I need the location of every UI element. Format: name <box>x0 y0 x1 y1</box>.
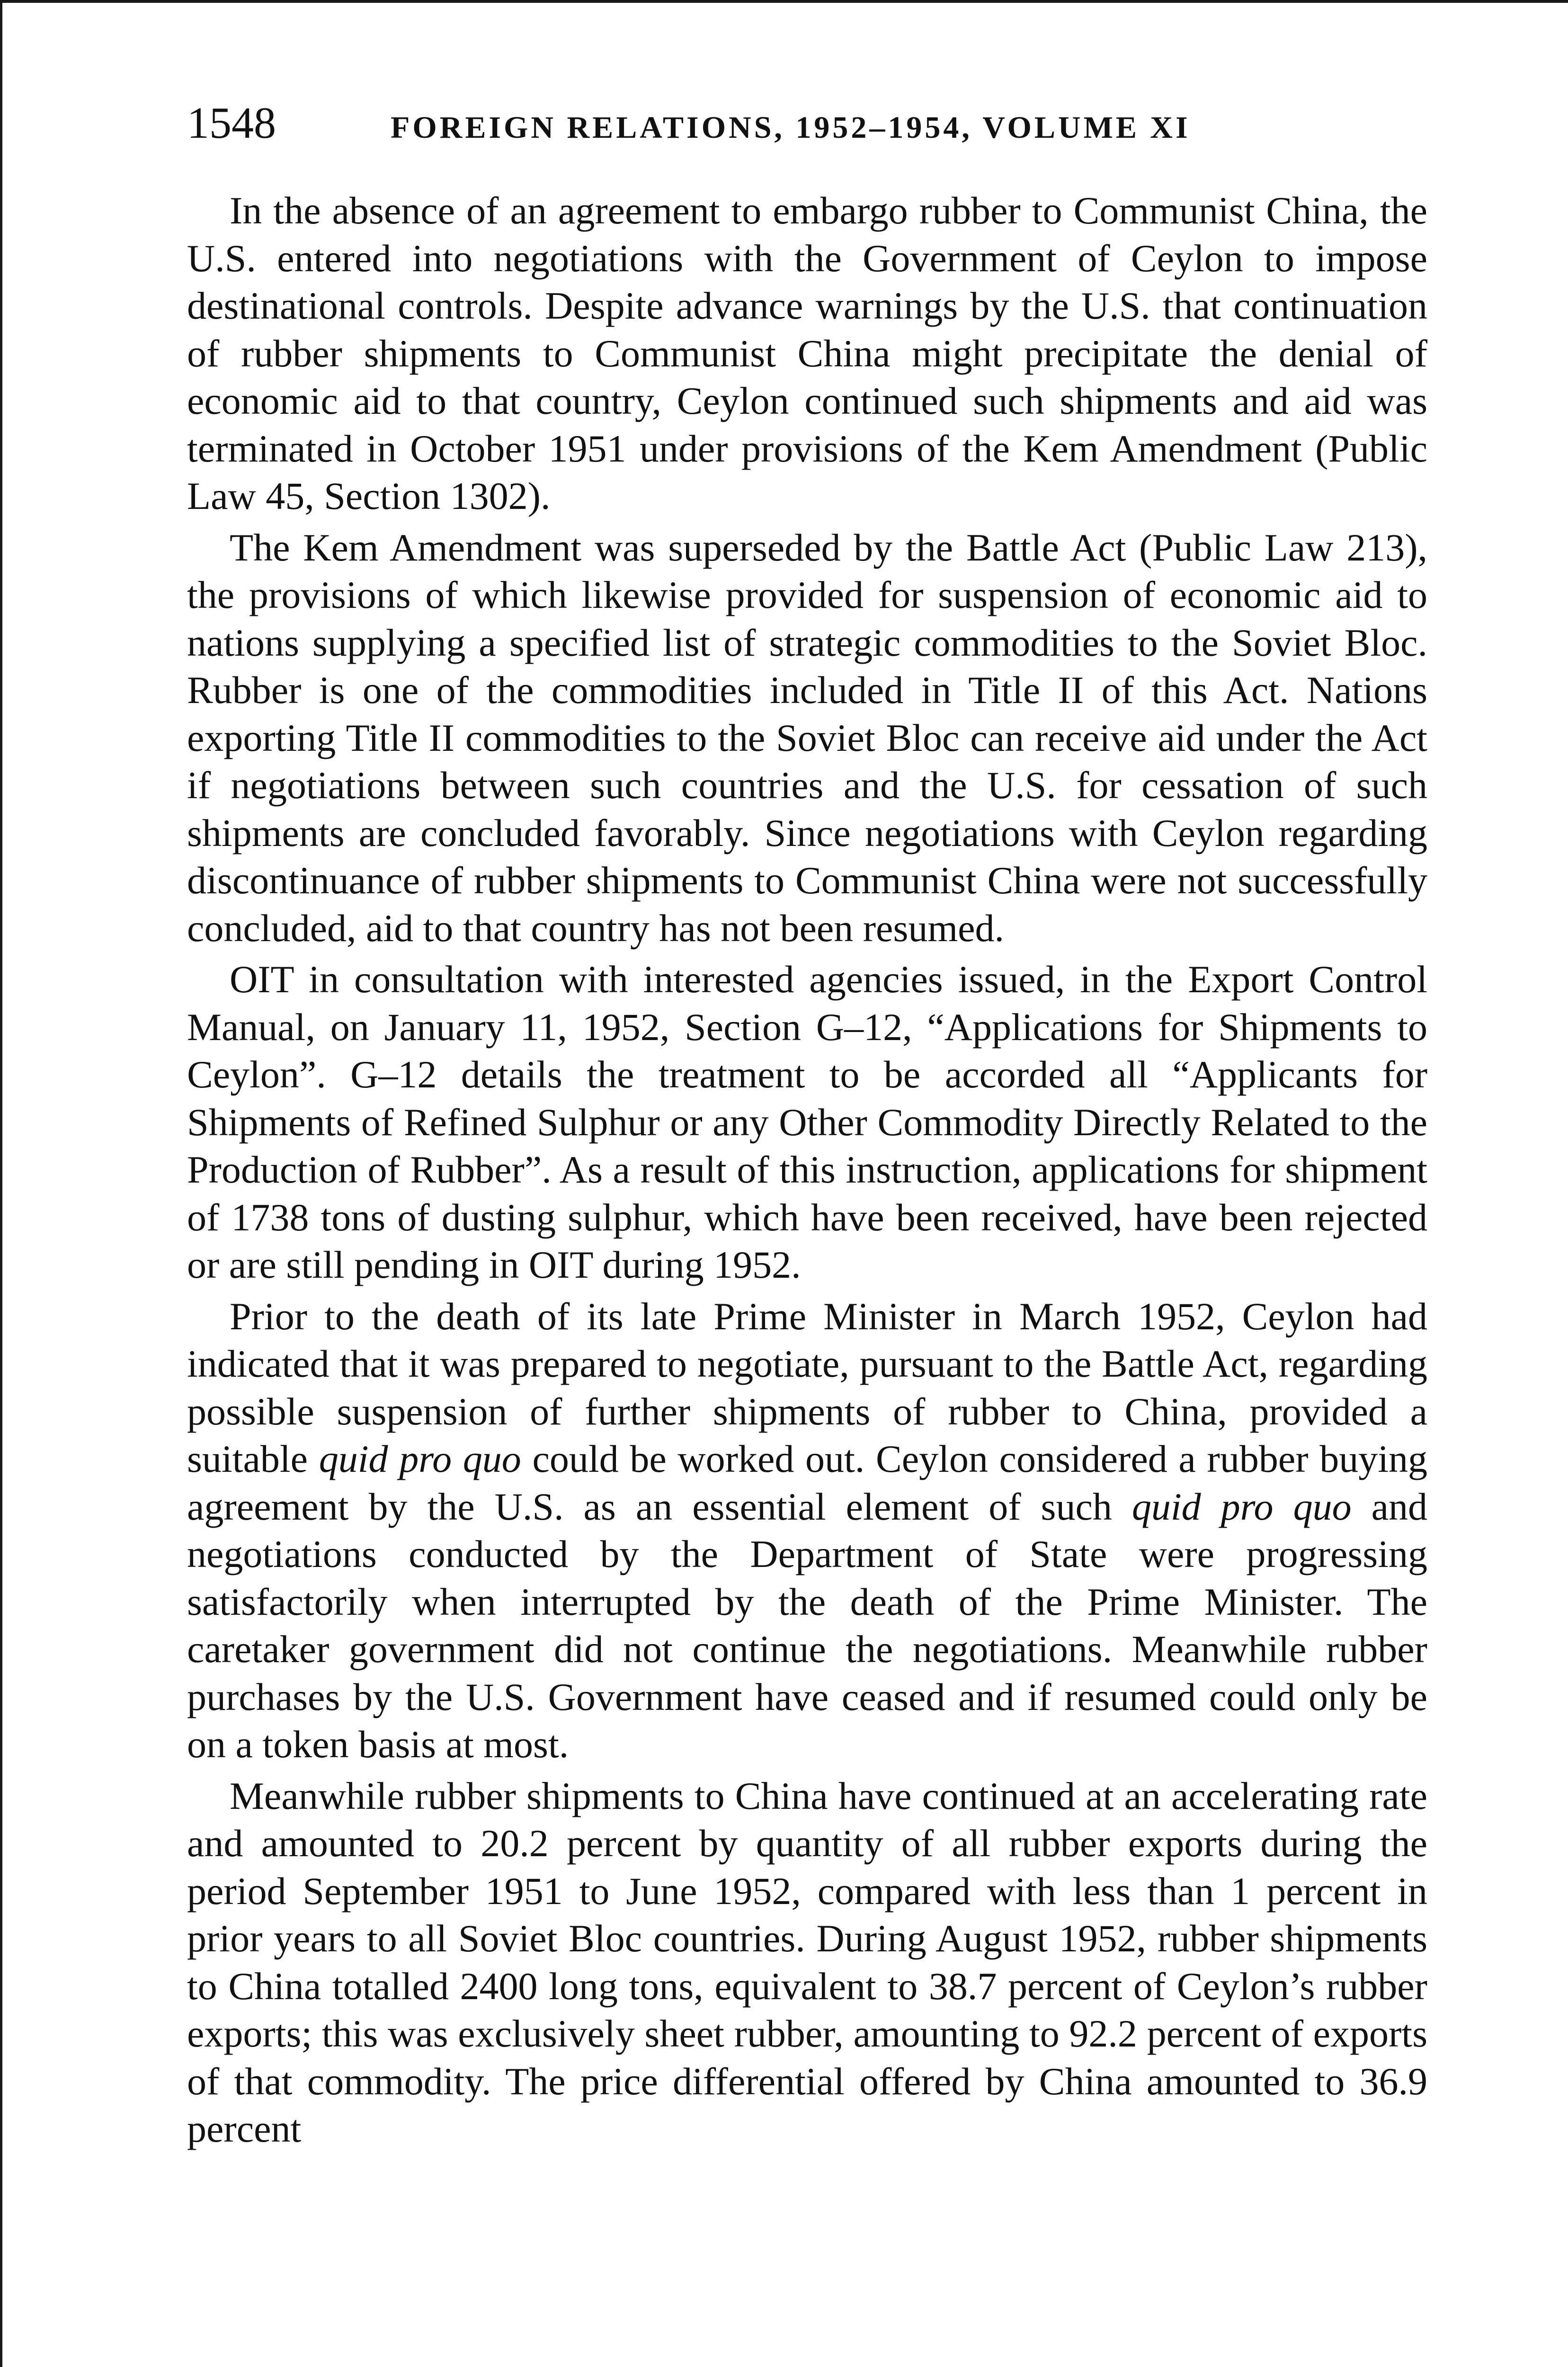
paragraph-4 <box>187 1293 1427 1769</box>
paragraph-4-part-1: Prior to the death of its late Prime Minister in March 1952, Ceylon had indicated that it was prepared to negotiate, pursuant to the Battle Act, regarding possible suspension of further shipments of rubber to China, provided a suitable <box>187 1294 1427 1480</box>
left-edge-rule <box>0 0 2 2367</box>
paragraph-3: OIT in consultation with interested agencies issued, in the Export Control Manual, on January 11, 1952, Section G–12, “Applications for Shipments to Ceylon”. G–12 details the treatment to be accorded all “Applicants for Shipments of Refined Sulphur or any Other Commodity Directly Related to the Production of Rubber”. As a result of this instruction, applications for shipment of 1738 tons of dusting sulphur, which have been received, have been rejected or are still pending in OIT during 1952. <box>187 958 1427 1286</box>
page-number: 1548 <box>187 98 276 148</box>
top-edge-rule <box>0 0 1568 3</box>
italic-quid-pro-quo-2: quid pro quo <box>1131 1485 1352 1528</box>
italic-quid-pro-quo-1: quid pro quo <box>319 1437 521 1480</box>
page-header <box>187 95 1432 151</box>
running-head: FOREIGN RELATIONS, 1952–1954, VOLUME XI <box>391 110 1191 145</box>
paragraph-2: The Kem Amendment was superseded by the Battle Act (Public Law 213), the provisions of which likewise provided for suspension of economic aid to nations supplying a specified list of strategic commodities to the Soviet Bloc. Rubber is one of the commodities included in Title II of this Act. Nations exporting Title II commodities to the Soviet Bloc can receive aid under the Act if negotiations between such countries and the U.S. for cessation of such shipments are concluded favorably. Since negotiations with Ceylon regarding discontinuance of rubber shipments to Communist China were not successfully concluded, aid to that country has not been resumed. <box>187 525 1427 950</box>
paragraph-4-part-2: could be worked out. Ceylon considered a rubber buying agreement by the U.S. as an essential element of such <box>187 1437 1427 1528</box>
paragraph-5: Meanwhile rubber shipments to China have continued at an accelerating rate and amounted to 20.2 percent by quantity of all rubber exports during the period September 1951 to June 1952, compared with less than 1 percent in prior years to all Soviet Bloc countries. During August 1952, rubber shipments to China totalled 2400 long tons, equivalent to 38.7 percent of Ceylon’s rubber exports; this was exclusively sheet rubber, amounting to 92.2 percent of exports of that commodity. The price differential offered by China amounted to 36.9 percent <box>187 1774 1427 2150</box>
paragraph-1: In the absence of an agreement to embargo rubber to Communist China, the U.S. entered into negotiations with the Government of Ceylon to impose destinational controls. Despite advance warnings by the U.S. that continuation of rubber shipments to Communist China might precipitate the denial of economic aid to that country, Ceylon continued such shipments and aid was terminated in October 1951 under provisions of the Kem Amendment (Public Law 45, Section 1302). <box>187 189 1427 517</box>
paragraph-4-part-3: and negotiations conducted by the Department of State were progressing satisfactorily when interrupted by the death of the Prime Minister. The caretaker government did not continue the negotiations. Meanwhile rubber purchases by the U.S. Government have ceased and if resumed could only be on a token basis at most. <box>187 1485 1427 1766</box>
body-text <box>187 187 1427 2153</box>
